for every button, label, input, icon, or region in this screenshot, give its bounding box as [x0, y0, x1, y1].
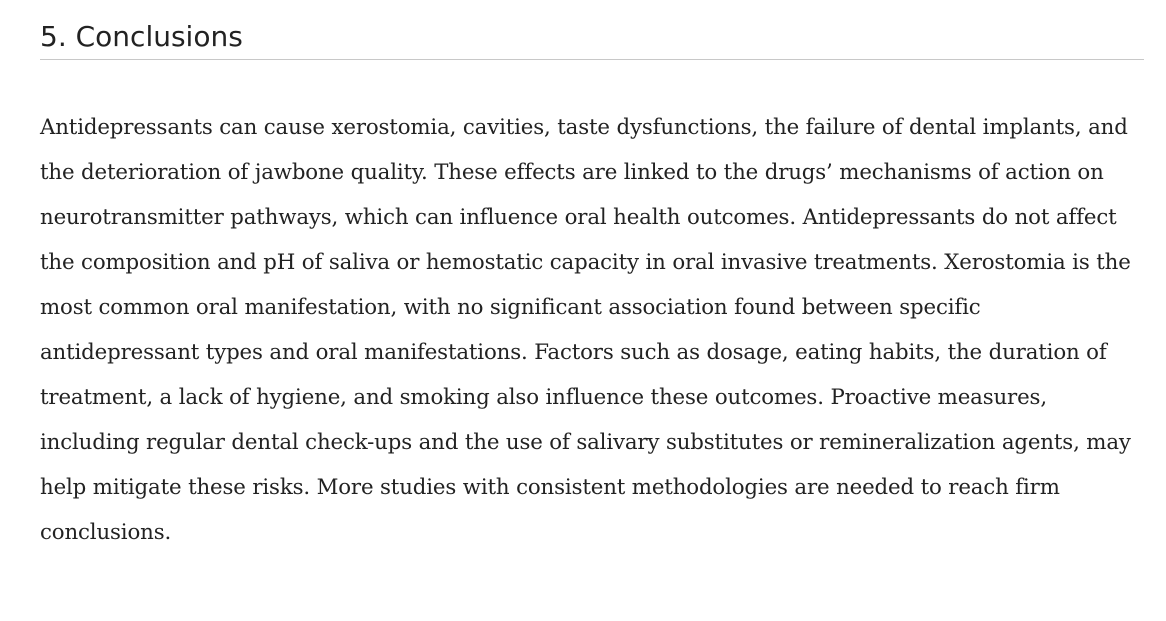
section-heading: 5. Conclusions	[40, 0, 1144, 60]
section-body-paragraph: Antidepressants can cause xerostomia, cavities, taste dysfunctions, the failure of dental implants, and the deterioration of jawbone quality. These effects are linked to the drugs’ mechanisms of action on neurotransmitter pathways, which can influence oral health outcomes. Antidepressants do not affect the composition and pH of saliva or hemostatic capacity in oral invasive treatments. Xerostomia is the most common oral manifestation, with no significant association found between specific antidepressant types and oral manifestations. Factors such as dosage, eating habits, the duration of treatment, a lack of hygiene, and smoking also influence these outcomes. Proactive measures, including regular dental check-ups and the use of salivary substitutes or remineralization agents, may help mitigate these risks. More studies with consistent methodologies are needed to reach firm conclusions.	[40, 115, 1131, 545]
conclusions-section	[40, 0, 1144, 555]
